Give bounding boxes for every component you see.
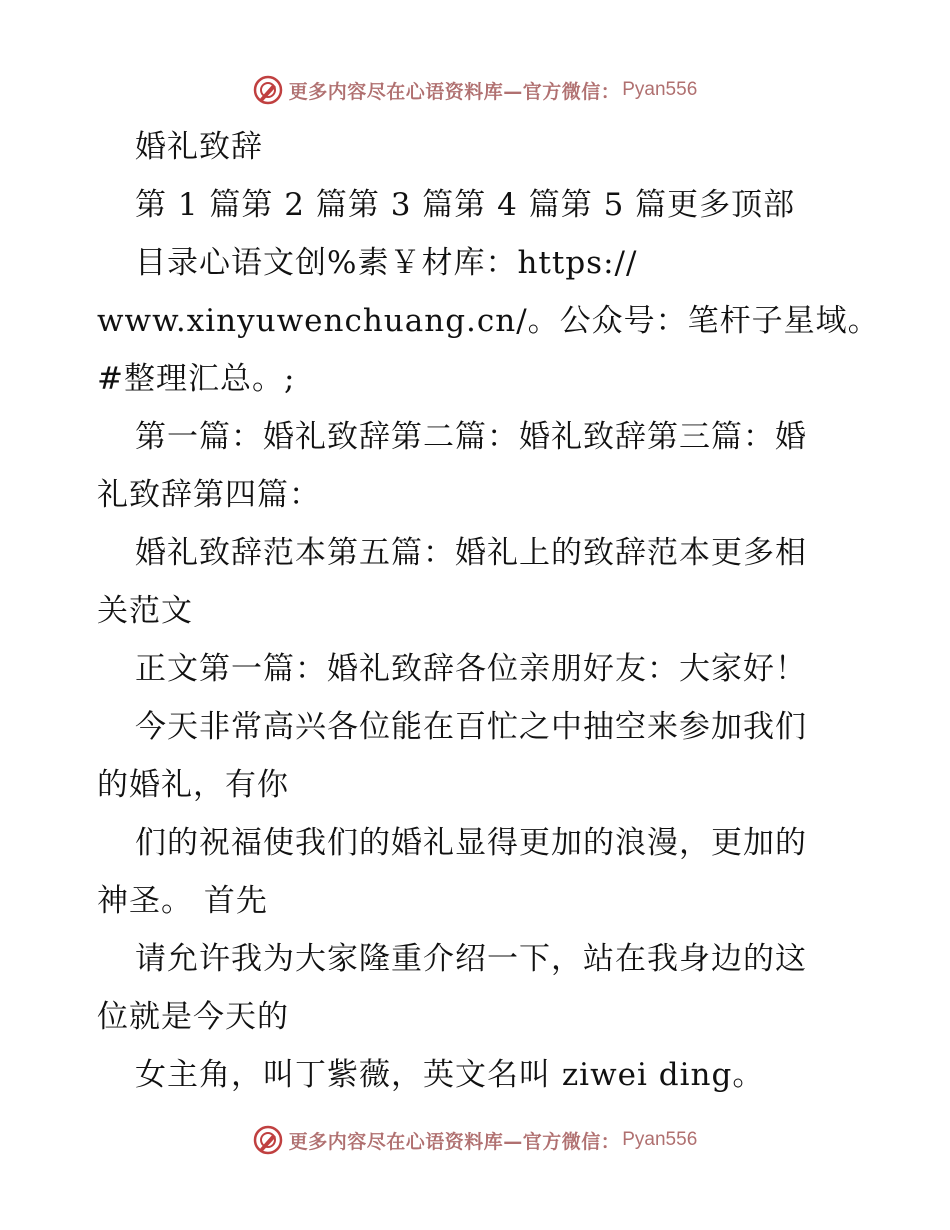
body-line: www.xinyuwenchuang.cn/。公众号：笔杆子星域。	[97, 303, 880, 339]
body-line: 神圣。 首先	[97, 883, 268, 919]
body-line: 今天非常高兴各位能在百忙之中抽空来参加我们	[135, 709, 807, 745]
body-line: 位就是今天的	[97, 999, 289, 1035]
body-line: 正文第一篇：婚礼致辞各位亲朋好友：大家好！	[135, 651, 807, 687]
section-nav-line: 第 1 篇第 2 篇第 3 篇第 4 篇第 5 篇更多顶部	[135, 187, 796, 223]
watermark-wechat-id: Pyan556	[622, 1129, 698, 1150]
footer-watermark	[0, 1120, 950, 1160]
body-line: 请允许我为大家隆重介绍一下，站在我身边的这	[135, 941, 807, 977]
document-title: 婚礼致辞	[135, 129, 263, 165]
body-line: 礼致辞第四篇：	[97, 477, 321, 513]
watermark-text: 更多内容尽在心语资料库—官方微信：	[288, 1130, 621, 1153]
body-line: 的婚礼，有你	[97, 767, 289, 803]
body-line: 婚礼致辞范本第五篇：婚礼上的致辞范本更多相	[135, 535, 807, 571]
header-watermark	[0, 70, 950, 110]
document-body	[97, 118, 880, 1104]
body-line: 关范文	[97, 593, 193, 629]
pen-logo-icon	[253, 1125, 283, 1155]
pen-logo-icon	[253, 75, 283, 105]
body-line: 第一篇：婚礼致辞第二篇：婚礼致辞第三篇：婚	[135, 419, 807, 455]
watermark-wechat-id: Pyan556	[622, 79, 698, 100]
body-line: 们的祝福使我们的婚礼显得更加的浪漫，更加的	[135, 825, 807, 861]
watermark-text: 更多内容尽在心语资料库—官方微信：	[288, 80, 621, 103]
body-line: 目录心语文创%素￥材库：https://	[135, 245, 638, 281]
body-line: 女主角，叫丁紫薇，英文名叫 ziwei ding。	[135, 1057, 765, 1093]
body-line: #整理汇总。;	[97, 361, 296, 397]
